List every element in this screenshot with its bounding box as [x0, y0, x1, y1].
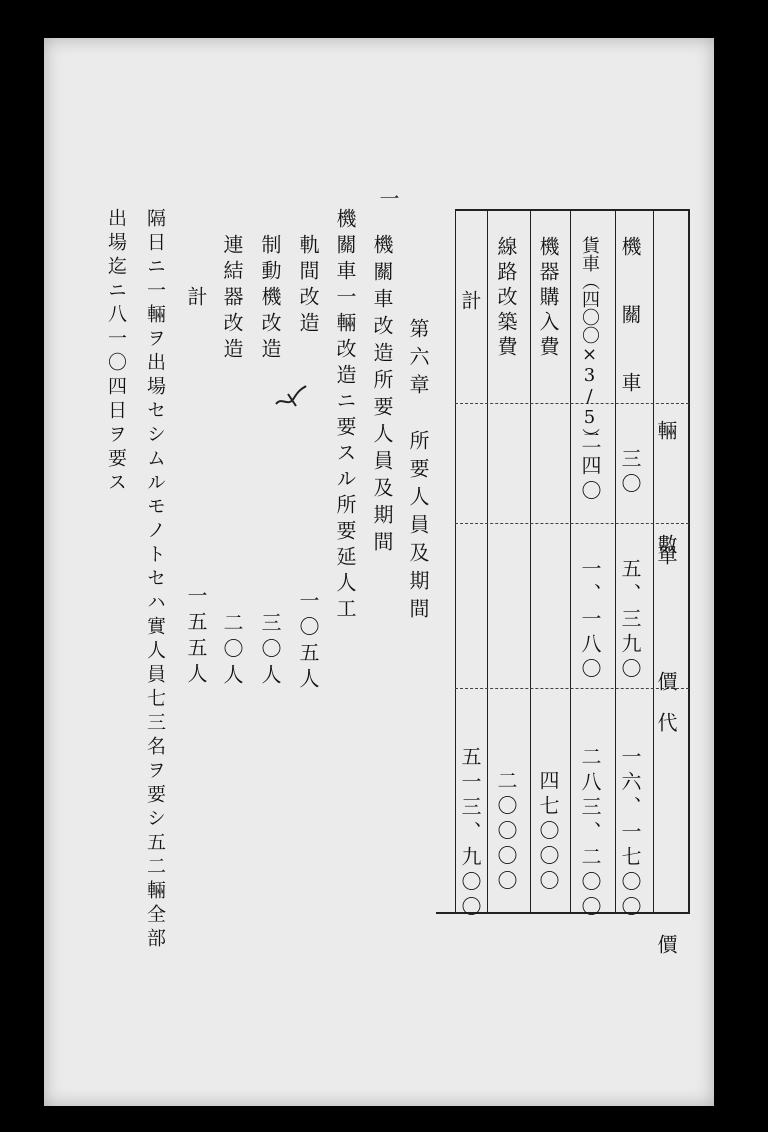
chapter-title: 第六章 所要人員及期間 — [406, 318, 430, 626]
item-label-total: 計 — [184, 286, 208, 311]
table-col-sep-1 — [455, 403, 689, 404]
item-value-coupler: 二〇人 — [220, 612, 244, 690]
row-cost-freight-car: 二八三、二〇〇 — [578, 746, 602, 921]
item-label-brake: 制動機改造 — [258, 234, 282, 364]
body-line-2: 出場迄ニ八一〇四日ヲ要ス — [105, 208, 127, 496]
header-unit-price: 單 價 — [654, 545, 678, 713]
item-value-brake: 三〇人 — [258, 612, 282, 690]
row-item-freight-car: 貨車（四〇〇×3/5） — [579, 236, 600, 446]
row-count-freight-car: 二四〇 — [578, 430, 602, 505]
ink-mark-icon — [274, 382, 308, 412]
row-cost-locomotive: 一六、一七〇〇 — [618, 746, 642, 921]
item-label-coupler: 連結器改造 — [220, 234, 244, 364]
item-label-gauge: 軌間改造 — [296, 234, 320, 338]
intro-line: 機關車一輛改造ニ要スル所要延人工 — [333, 208, 357, 624]
row-item-machinery: 機器購入費 — [536, 236, 560, 361]
body-line-1: 隔日ニ一輛ヲ出場セシムルモノトセハ實人員七三名ヲ要シ五二輛全部 — [144, 208, 166, 952]
section-title: 機關車改造所要人員及期間 — [370, 234, 394, 558]
table-divider-3 — [570, 209, 571, 913]
table-divider-6 — [455, 209, 456, 913]
header-cost: 代 價 — [654, 712, 678, 1008]
table-divider-5 — [487, 209, 488, 913]
row-item-track: 線路改築費 — [494, 236, 518, 361]
header-count: 輛 數 — [654, 420, 678, 572]
row-count-locomotive: 三〇 — [618, 448, 642, 498]
row-unit-price-freight-car: 一、一八〇 — [578, 558, 602, 683]
table-divider-2 — [615, 209, 616, 913]
row-cost-track: 二〇〇〇〇 — [494, 770, 518, 895]
item-value-gauge: 一〇五人 — [296, 590, 320, 694]
table-divider-4 — [530, 209, 531, 913]
table-right-rule — [688, 209, 690, 913]
row-item-locomotive: 機 關 車 — [618, 236, 642, 406]
row-item-total: 計 — [458, 290, 482, 315]
item-value-total: 一五五人 — [184, 585, 208, 689]
row-unit-price-locomotive: 五、三九〇 — [618, 558, 642, 683]
section-number: 一 — [376, 188, 400, 213]
row-cost-machinery: 四七〇〇〇 — [536, 770, 560, 895]
row-cost-total: 五一三、九〇〇 — [458, 746, 482, 921]
